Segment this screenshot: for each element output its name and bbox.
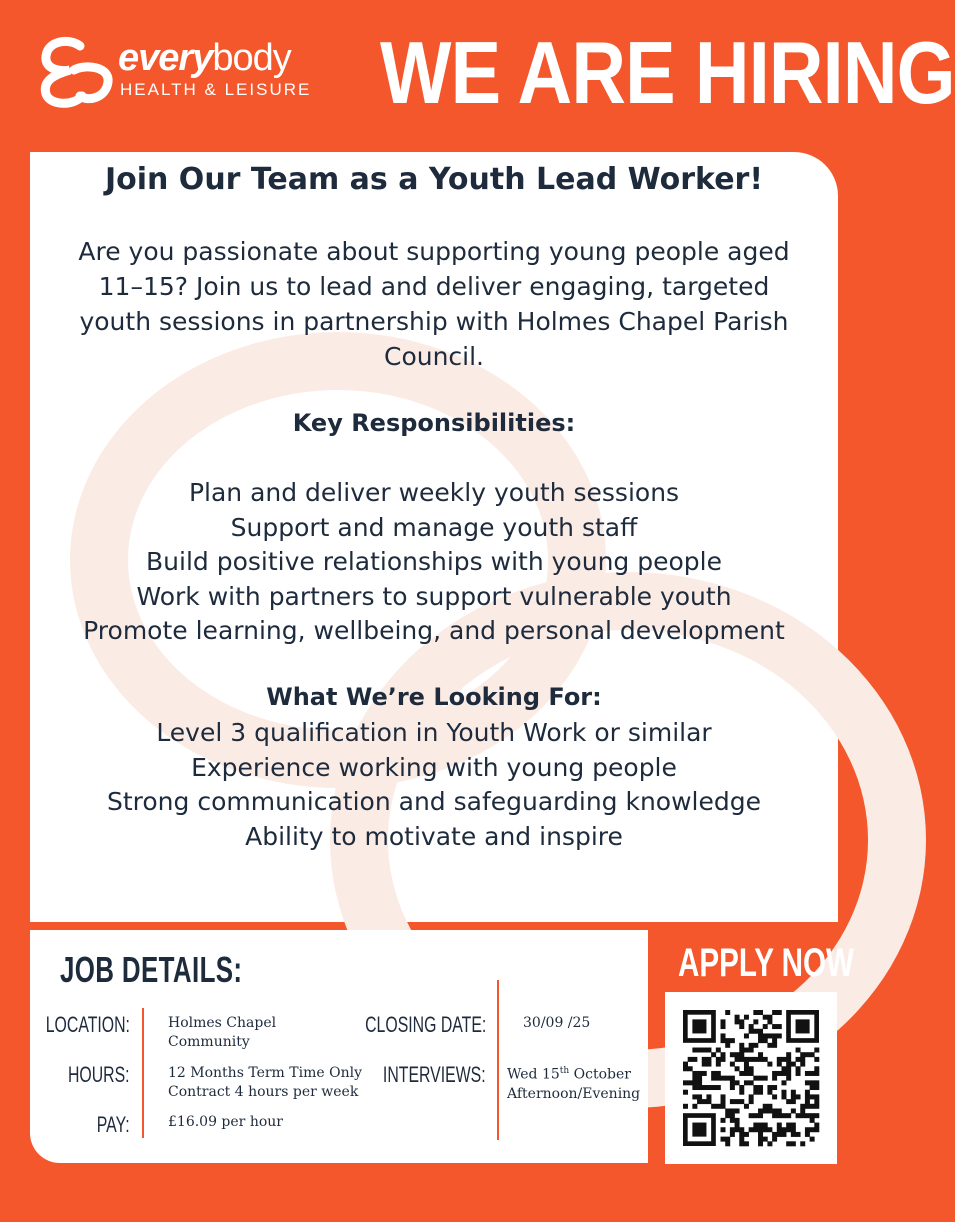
closing-date-value: 30/09 /25 [523,1015,591,1031]
requirements-list [30,716,838,854]
responsibilities-list [30,476,838,649]
list-item: Support and manage youth staff [230,512,638,542]
list-item: Experience working with young people [191,752,677,782]
brand-logo [40,34,330,114]
brand-mark-icon [40,36,114,108]
requirements-heading: What We’re Looking For: [266,683,602,711]
brand-name: everybody [118,37,291,79]
list-item: Strong communication and safeguarding knowledge [106,787,761,816]
qr-code-icon [683,1010,819,1146]
interviews-label: INTERVIEWS: [383,1062,486,1087]
job-intro: Are you passionate about supporting young people aged 11–15? Join us to lead and deliver engaging, targeted youth sessions in partnership with Holmes Chapel Parish Council. [78,237,790,371]
closing-date-label: CLOSING DATE: [364,1012,486,1037]
apply-qr-code[interactable] [665,992,837,1164]
location-label: LOCATION: [45,1012,130,1037]
interviews-value: Wed 15th October Afternoon/Evening [507,1066,641,1102]
list-item: Promote learning, wellbeing, and personal development [83,616,785,645]
hours-label: HOURS: [68,1062,130,1087]
list-item: Level 3 qualification in Youth Work or similar [156,718,712,747]
hiring-headline: WE ARE HIRING [380,23,955,122]
pay-label: PAY: [97,1112,130,1137]
list-item: Build positive relationships with young people [146,547,722,576]
brand-tagline: HEALTH & LEISURE [120,80,312,99]
pay-value: £16.09 per hour [168,1114,283,1130]
divider [142,1008,144,1138]
location-value: Holmes Chapel Community [168,1015,277,1050]
job-details-card [30,930,648,1163]
divider [497,980,499,1140]
list-item: Work with partners to support vulnerable youth [136,581,732,611]
list-item: Plan and deliver weekly youth sessions [188,478,680,507]
apply-now-label: APPLY NOW [678,941,855,985]
list-item: Ability to motivate and inspire [245,821,623,851]
job-title: Join Our Team as a Youth Lead Worker! [104,162,764,197]
job-description-card [30,152,838,922]
hours-value: 12 Months Term Time Only Contract 4 hours per week [168,1065,362,1100]
responsibilities-heading: Key Responsibilities: [292,409,576,437]
job-details-heading: JOB DETAILS: [60,949,243,990]
